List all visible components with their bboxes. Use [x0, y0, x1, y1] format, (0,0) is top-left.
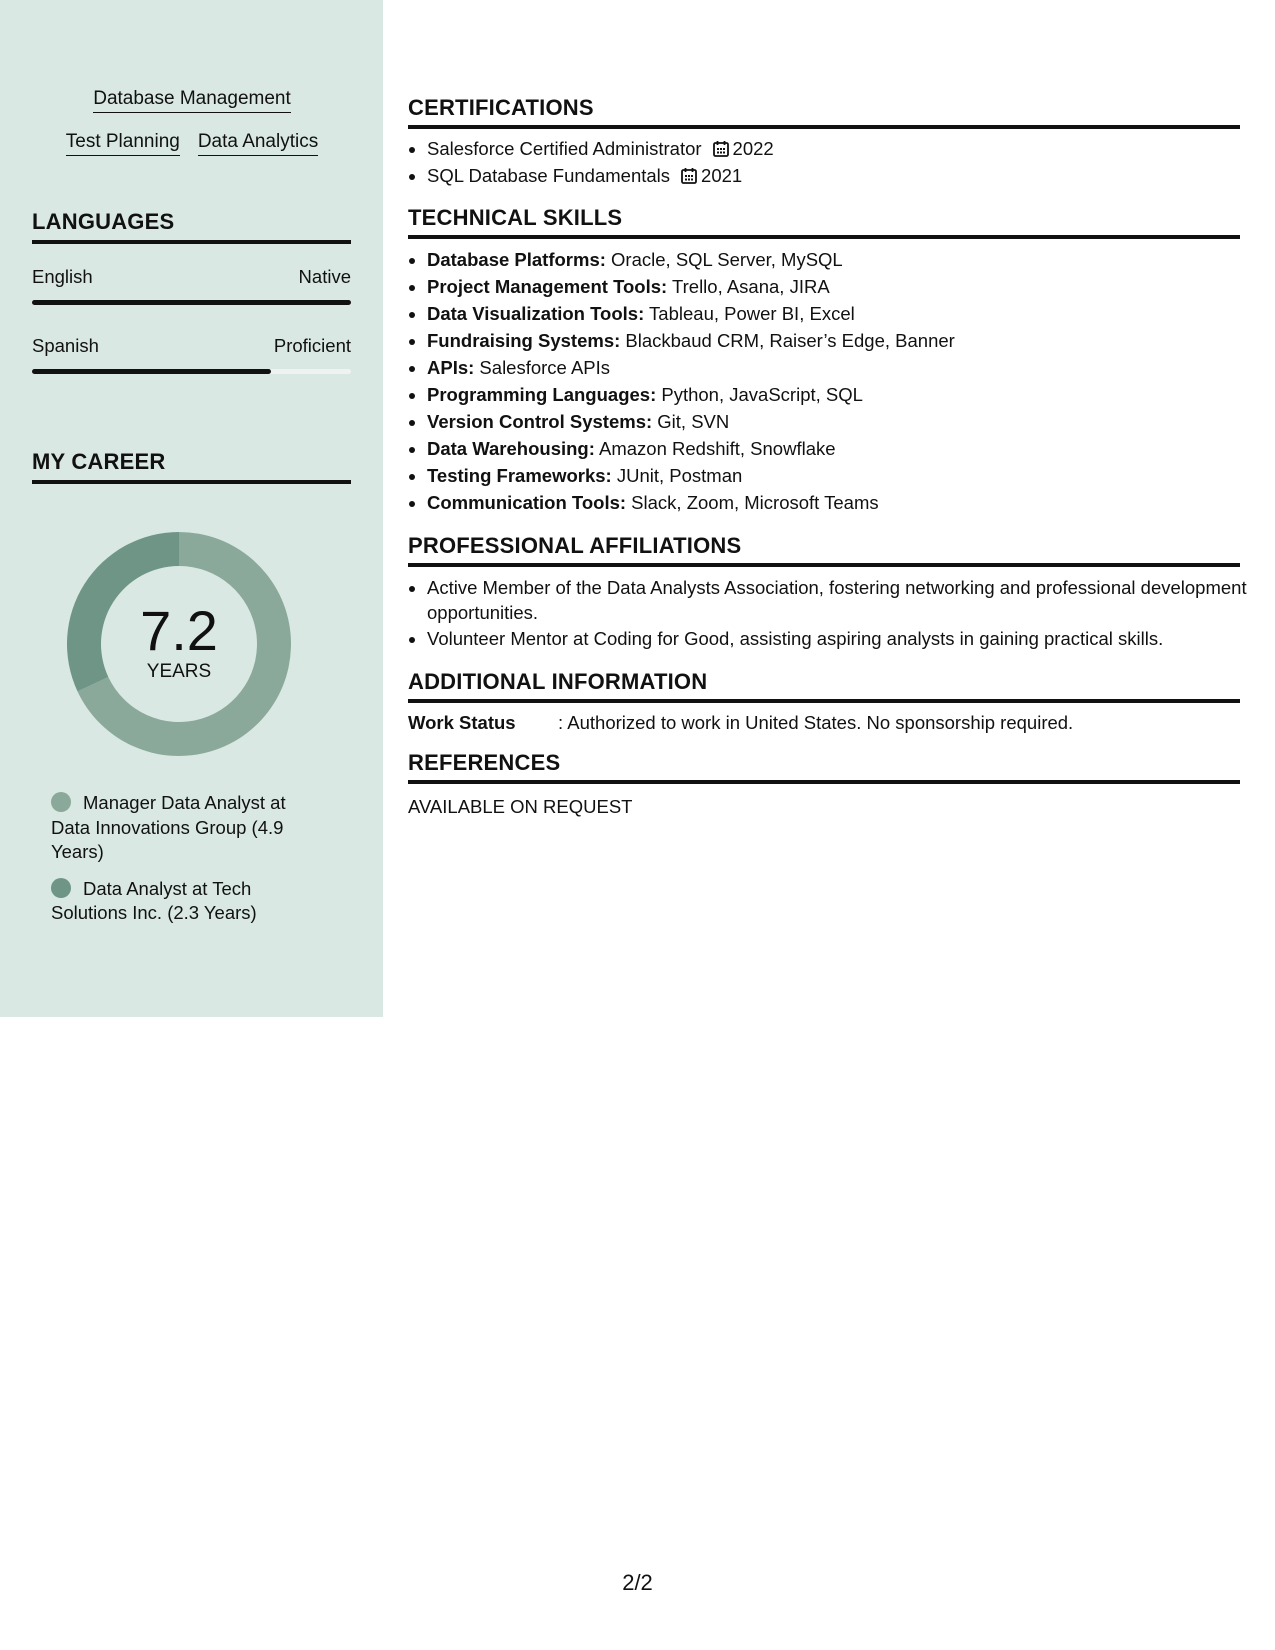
- affiliations-heading: PROFESSIONAL AFFILIATIONS: [408, 532, 1240, 567]
- technical-skills-list: [408, 246, 1259, 516]
- skill-label: APIs:: [427, 357, 475, 378]
- language-level: Native: [298, 266, 351, 287]
- certification-item: [427, 162, 1259, 189]
- skill-label: Testing Frameworks:: [427, 465, 612, 486]
- certification-item: [427, 135, 1259, 162]
- affiliation-item: • Active Member of the Data Analysts Association, fostering networking and professional development opportunities.: [427, 576, 1259, 625]
- skill-label: Data Warehousing:: [427, 438, 595, 459]
- language-level: Proficient: [273, 335, 351, 356]
- skill-label: Fundraising Systems:: [427, 330, 621, 351]
- languages-heading: LANGUAGES: [32, 208, 351, 244]
- work-status-value: : Authorized to work in United States. No sponsorship required.: [558, 712, 1074, 733]
- certifications-list: [408, 135, 1259, 189]
- career-total-unit: YEARS: [146, 661, 212, 682]
- skill-item: [427, 327, 1259, 354]
- language-proficiency-bar: [32, 300, 351, 305]
- references-heading: REFERENCES: [408, 749, 1240, 784]
- language-proficiency-fill: [32, 369, 271, 374]
- references-text: AVAILABLE ON REQUEST: [408, 796, 633, 817]
- language-proficiency-bar: [32, 369, 351, 374]
- skill-label: Programming Languages:: [427, 384, 657, 405]
- skill-item: [427, 381, 1259, 408]
- skill-item: [427, 408, 1259, 435]
- work-status-label: Work Status: [408, 712, 516, 733]
- skill-value: Git, SVN: [652, 411, 730, 432]
- language-spanish: [32, 335, 351, 374]
- affiliation-item: • Volunteer Mentor at Coding for Good, assisting aspiring analysts in gaining practical skills.: [427, 627, 1259, 652]
- skill-label: Version Control Systems:: [427, 411, 653, 432]
- skill-tag: Test Planning: [66, 131, 180, 156]
- career-legend-item: [51, 877, 311, 926]
- legend-dot-icon: [51, 878, 71, 898]
- skill-item: [427, 354, 1259, 381]
- skill-item: [427, 489, 1259, 516]
- language-english: [32, 266, 351, 305]
- career-legend: [51, 791, 311, 938]
- sidebar: [0, 0, 383, 1017]
- work-status-row: [408, 711, 1073, 735]
- skill-label: Communication Tools:: [427, 492, 627, 513]
- skill-label: Project Management Tools:: [427, 276, 668, 297]
- career-donut-chart: [66, 531, 292, 757]
- skill-item: [427, 435, 1259, 462]
- skill-value: Amazon Redshift, Snowflake: [594, 438, 836, 459]
- skill-item: [427, 273, 1259, 300]
- skill-value: Blackbaud CRM, Raiser’s Edge, Banner: [620, 330, 955, 351]
- skill-tags: [32, 88, 352, 174]
- certification-year: 2022: [732, 138, 774, 159]
- language-name: English: [32, 266, 93, 287]
- skill-value: JUnit, Postman: [611, 465, 743, 486]
- career-total: [66, 531, 292, 757]
- skill-tag: Data Analytics: [198, 131, 318, 156]
- certification-name: Salesforce Certified Administrator: [427, 138, 702, 159]
- certification-year: 2021: [701, 165, 743, 186]
- calendar-icon: [680, 167, 698, 185]
- skill-value: Python, JavaScript, SQL: [656, 384, 863, 405]
- skill-item: [427, 300, 1259, 327]
- skill-item: [427, 462, 1259, 489]
- technical-skills-heading: TECHNICAL SKILLS: [408, 204, 1240, 239]
- skill-value: Slack, Zoom, Microsoft Teams: [626, 492, 879, 513]
- page-number: 2/2: [622, 1570, 653, 1595]
- skill-label: Database Platforms:: [427, 249, 606, 270]
- skill-label: Data Visualization Tools:: [427, 303, 645, 324]
- career-legend-text: Data Analyst at Tech Solutions Inc. (2.3 Years): [51, 877, 257, 923]
- career-legend-item: [51, 791, 311, 865]
- career-legend-text: Manager Data Analyst at Data Innovations Group (4.9 Years): [51, 792, 286, 862]
- language-proficiency-fill: [32, 300, 351, 305]
- affiliations-list: [408, 576, 1259, 654]
- skill-value: Salesforce APIs: [474, 357, 611, 378]
- language-name: Spanish: [32, 335, 99, 356]
- certifications-heading: CERTIFICATIONS: [408, 94, 1240, 129]
- legend-dot-icon: [51, 792, 71, 812]
- skill-tag: Database Management: [93, 88, 291, 113]
- career-heading: MY CAREER: [32, 448, 351, 484]
- calendar-icon: [712, 140, 730, 158]
- career-total-value: 7.2: [140, 599, 218, 662]
- skill-value: Oracle, SQL Server, MySQL: [605, 249, 843, 270]
- certification-name: SQL Database Fundamentals: [427, 165, 671, 186]
- additional-info-heading: ADDITIONAL INFORMATION: [408, 668, 1240, 703]
- skill-item: [427, 246, 1259, 273]
- skill-value: Trello, Asana, JIRA: [667, 276, 830, 297]
- skill-value: Tableau, Power BI, Excel: [644, 303, 855, 324]
